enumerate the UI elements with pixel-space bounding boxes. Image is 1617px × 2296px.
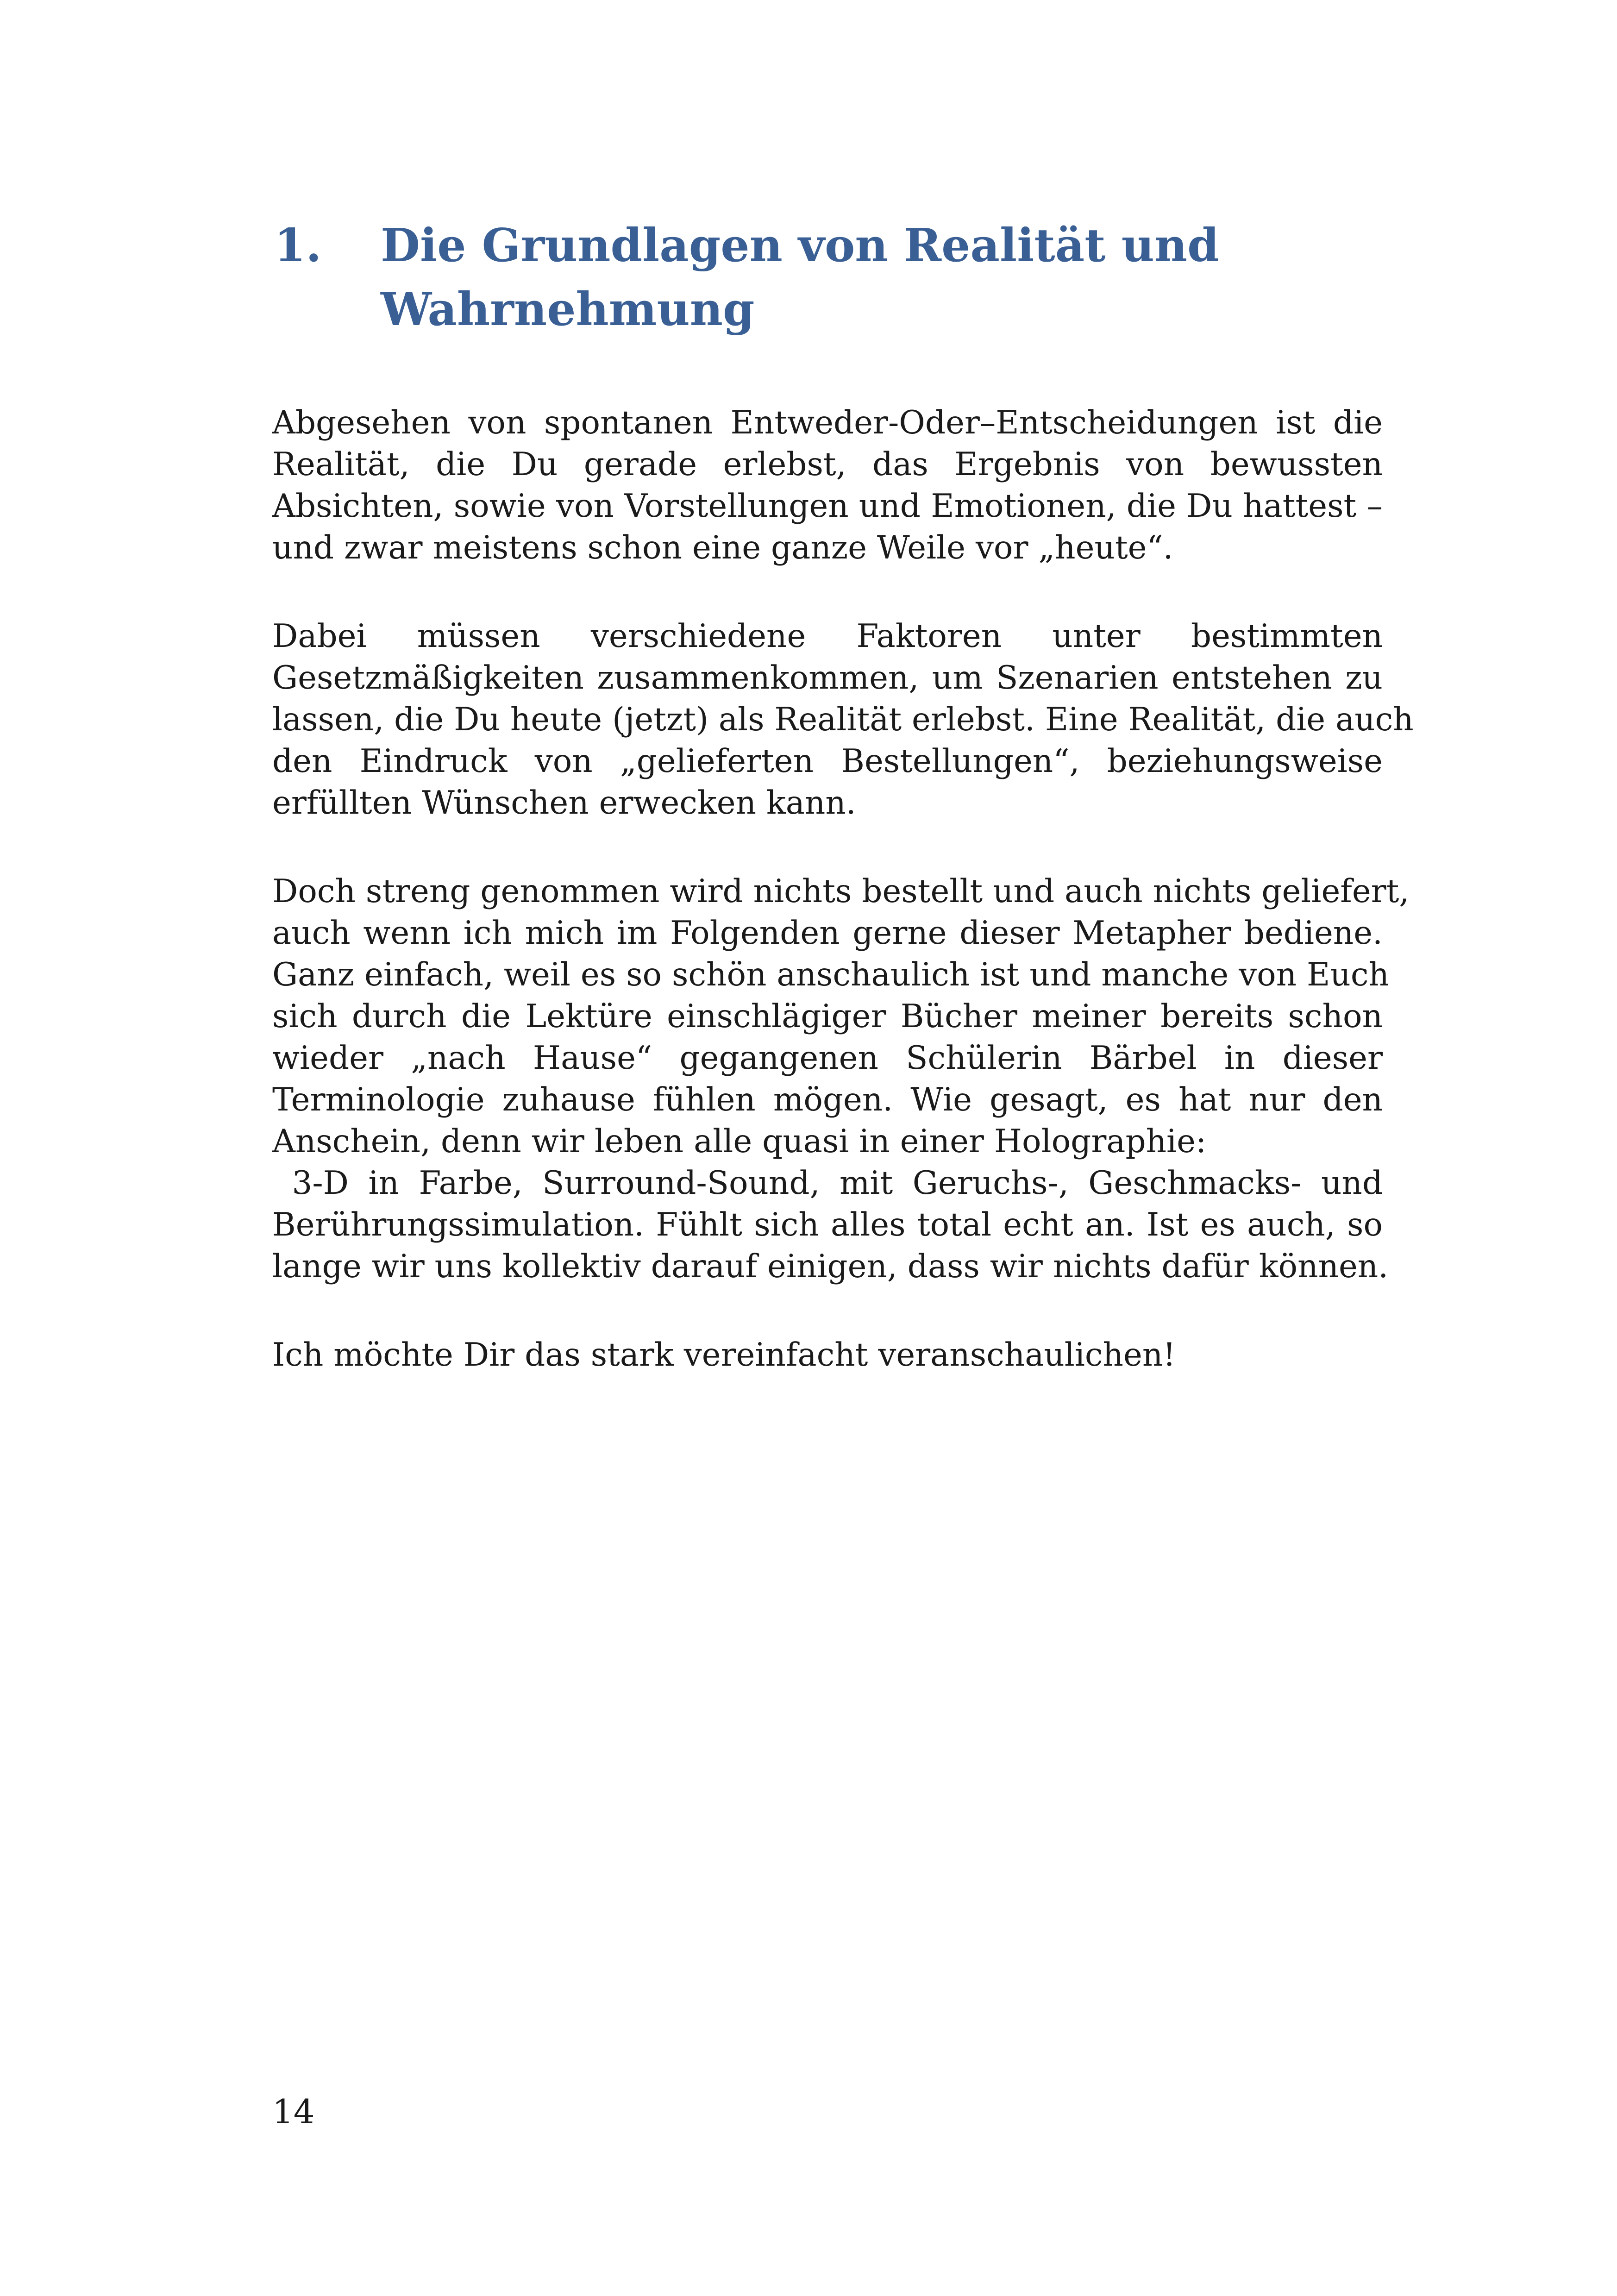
text-line: lange wir uns kollektiv darauf einigen, dass wir nichts dafür können. [272,1248,1389,1285]
text-line: auch wenn ich mich im Folgenden gerne dieser Metapher bediene. [272,915,1383,952]
text-line: Ich möchte Dir das stark vereinfacht veranschaulichen! [272,1336,1176,1374]
chapter-number: 1. [274,219,322,272]
text-line: 3-D in Farbe, Surround-Sound, mit Geruchs-, Geschmacks- und [272,1165,1383,1202]
text-line: lassen, die Du heute (jetzt) als Realität erlebst. Eine Realität, die auch [272,701,1414,738]
text-line: Anschein, denn wir leben alle quasi in einer Holographie: [272,1123,1207,1160]
page-number: 14 [272,2092,315,2131]
text-line: Ganz einfach, weil es so schön anschaulich ist und manche von Euch [272,956,1389,993]
text-line: wieder „nach Hause“ gegangenen Schülerin Bärbel in dieser [272,1040,1383,1077]
text-line: Gesetzmäßigkeiten zusammenkommen, um Szenarien entstehen zu [272,659,1383,696]
chapter-heading [274,214,1385,342]
paragraph-3 [272,871,1410,1287]
text-line: Realität, die Du gerade erlebst, das Ergebnis von bewussten [272,446,1383,483]
text-line: Dabei müssen verschiedene Faktoren unter bestimmten [272,618,1383,655]
paragraph-4 [272,1334,1383,1376]
text-line: Berührungssimulation. Fühlt sich alles total echt an. Ist es auch, so [272,1206,1383,1243]
text-line: Terminologie zuhause fühlen mögen. Wie gesagt, es hat nur den [272,1081,1383,1118]
body-text [272,402,1414,1423]
chapter-title-line: Die Grundlagen von Realität und [381,219,1219,272]
text-line: Abgesehen von spontanen Entweder-Oder–Entscheidungen ist die [272,404,1383,441]
paragraph-1 [272,402,1383,569]
text-line: erfüllten Wünschen erwecken kann. [272,784,856,822]
chapter-title-line: Wahrnehmung [381,283,755,336]
paragraph-2 [272,615,1414,824]
text-line: und zwar meistens schon eine ganze Weile vor „heute“. [272,529,1173,566]
text-line: Absichten, sowie von Vorstellungen und Emotionen, die Du hattest – [272,488,1383,525]
text-line: den Eindruck von „gelieferten Bestellungen“, beziehungsweise [272,743,1383,780]
text-line: sich durch die Lektüre einschlägiger Bücher meiner bereits schon [272,998,1383,1035]
text-line: Doch streng genommen wird nichts bestellt und auch nichts geliefert, [272,873,1410,910]
chapter-title [381,214,1376,342]
